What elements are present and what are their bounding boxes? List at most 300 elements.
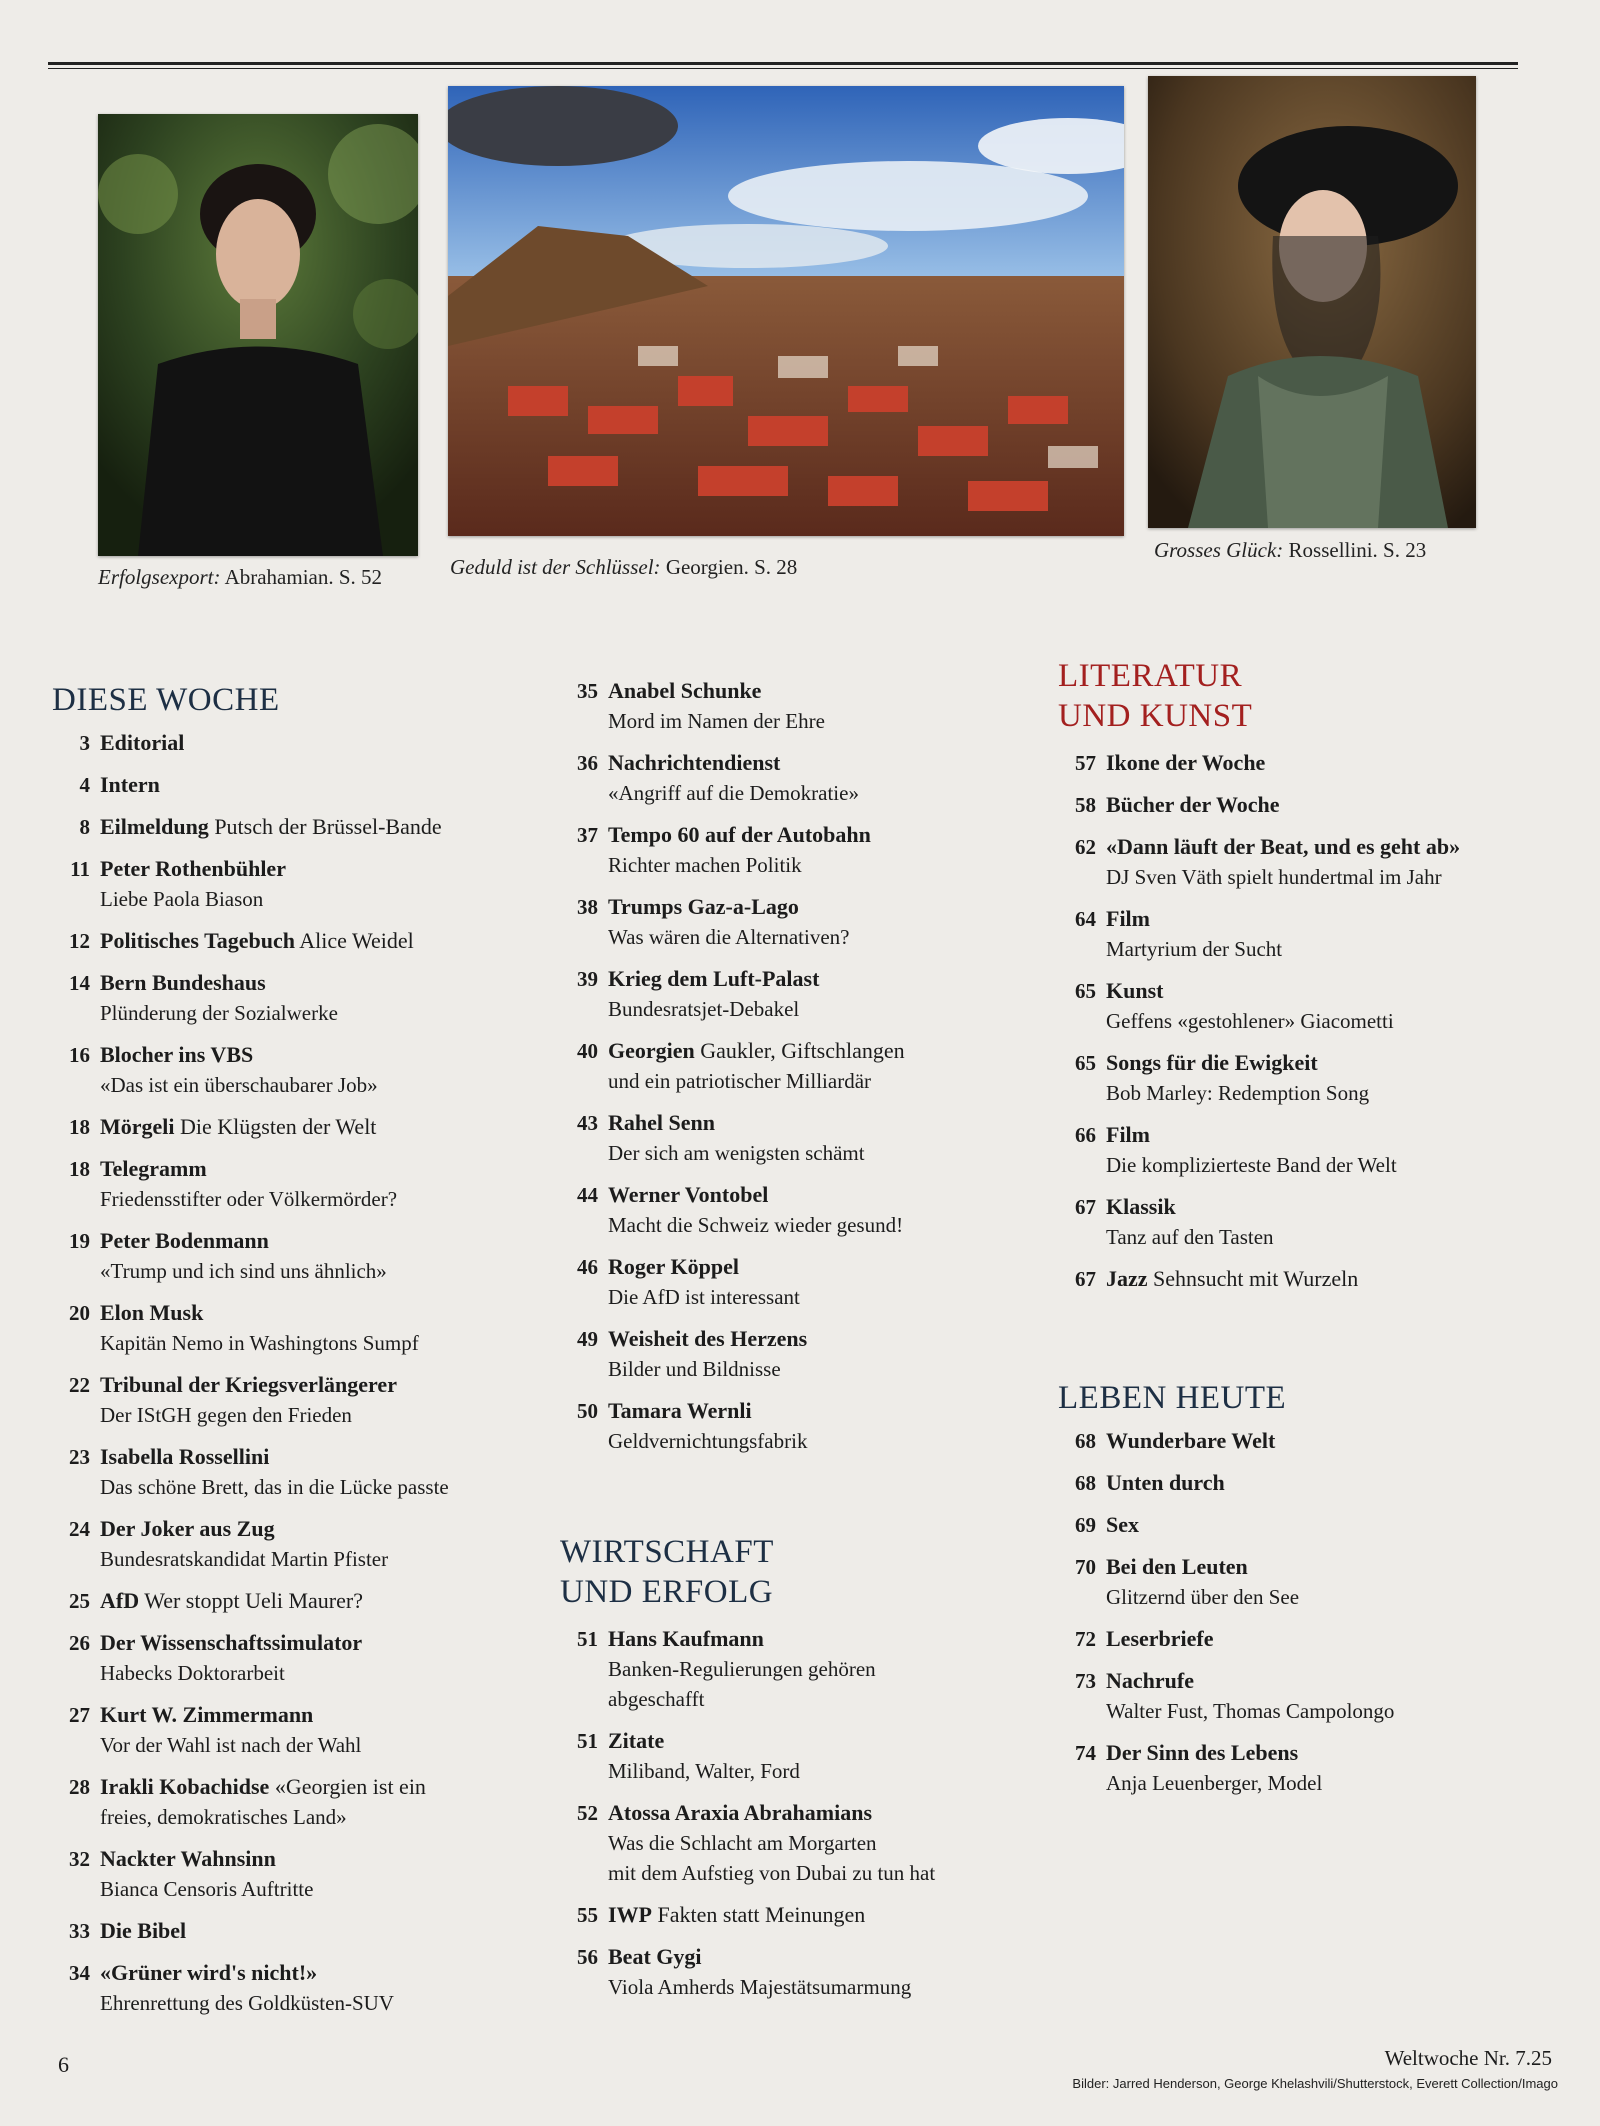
toc-page-number: 64 (1075, 907, 1096, 931)
toc-entry[interactable] (1058, 832, 1578, 892)
toc-subtitle: Was die Schlacht am Morgarten (608, 1831, 877, 1855)
toc-title: Zitate (608, 1728, 665, 1753)
toc-entry[interactable] (1058, 904, 1578, 964)
toc-entry[interactable] (52, 1514, 552, 1574)
toc-title: Bei den Leuten (1106, 1554, 1248, 1579)
toc-page-number: 33 (69, 1919, 90, 1943)
toc-entry[interactable] (52, 770, 552, 800)
toc-title-line (1106, 1510, 1578, 1540)
heading-line-2: UND KUNST (1058, 698, 1253, 734)
toc-entry[interactable] (560, 1798, 1060, 1888)
toc-title-line (1106, 832, 1578, 862)
toc-entry[interactable] (560, 676, 1060, 736)
toc-title-line (608, 820, 1060, 850)
toc-page-number: 8 (79, 815, 90, 839)
column-right (1058, 656, 1578, 1810)
toc-entry-text (100, 1154, 552, 1214)
toc-title: Elon Musk (100, 1300, 204, 1325)
toc-entry[interactable] (560, 1108, 1060, 1168)
toc-list-literatur (1058, 748, 1578, 1294)
toc-entry[interactable] (52, 728, 552, 758)
toc-entry[interactable] (1058, 1666, 1578, 1726)
toc-entry[interactable] (52, 1298, 552, 1358)
toc-subtitle: Viola Amherds Majestätsumarmung (608, 1975, 912, 1999)
toc-entry[interactable] (52, 1916, 552, 1946)
toc-title: «Dann läuft der Beat, und es geht ab» (1106, 834, 1461, 859)
toc-entry-text (100, 926, 552, 956)
toc-page-number: 44 (577, 1183, 598, 1207)
toc-entry[interactable] (52, 1844, 552, 1904)
toc-title-line (100, 1628, 552, 1658)
toc-title-line (100, 1844, 552, 1874)
toc-entry[interactable] (1058, 1426, 1578, 1456)
toc-entry-text (608, 748, 1060, 808)
toc-title: Mörgeli (100, 1114, 175, 1139)
toc-title-line (100, 1772, 552, 1802)
toc-title: Nackter Wahnsinn (100, 1846, 276, 1871)
toc-entry-text (100, 1442, 552, 1502)
toc-subtitle: DJ Sven Väth spielt hundertmal im Jahr (1106, 865, 1442, 889)
toc-subtitle: «Angriff auf die Demokratie» (608, 781, 859, 805)
toc-subtitle: Richter machen Politik (608, 853, 802, 877)
toc-page-number: 3 (79, 731, 90, 755)
toc-title-line (100, 1958, 552, 1988)
toc-entry[interactable] (52, 1154, 552, 1214)
toc-subtitle: Die AfD ist interessant (608, 1285, 800, 1309)
toc-title-rest: Sehnsucht mit Wurzeln (1147, 1266, 1359, 1291)
toc-subtitle: Bilder und Bildnisse (608, 1357, 781, 1381)
toc-page-number: 4 (79, 773, 90, 797)
toc-title: Telegramm (100, 1156, 207, 1181)
toc-entry[interactable] (1058, 1192, 1578, 1252)
caption-middle-text: Georgien. S. 28 (660, 555, 798, 579)
toc-entry-text (1106, 1738, 1578, 1798)
toc-page-number: 22 (69, 1373, 90, 1397)
toc-subtitle: Kapitän Nemo in Washingtons Sumpf (100, 1331, 419, 1355)
toc-page-number: 35 (577, 679, 598, 703)
toc-list-middle (560, 676, 1060, 1456)
toc-entry-text (1106, 1468, 1578, 1498)
toc-entry-text (608, 892, 1060, 952)
toc-subtitle: Plünderung der Sozialwerke (100, 1001, 338, 1025)
toc-page-number: 65 (1075, 1051, 1096, 1075)
toc-entry-text (1106, 790, 1578, 820)
toc-entry-text (1106, 976, 1578, 1036)
toc-title: Trumps Gaz-a-Lago (608, 894, 799, 919)
toc-entry-text (100, 1700, 552, 1760)
toc-title-line (1106, 1552, 1578, 1582)
toc-subtitle: Ehrenrettung des Goldküsten-SUV (100, 1991, 394, 2015)
toc-title: Kurt W. Zimmermann (100, 1702, 314, 1727)
toc-entry[interactable] (1058, 1120, 1578, 1180)
toc-title: Editorial (100, 730, 185, 755)
toc-page-number: 46 (577, 1255, 598, 1279)
section-spacer (1058, 1306, 1578, 1378)
toc-title-line (100, 854, 552, 884)
toc-entry[interactable] (560, 964, 1060, 1024)
toc-page-number: 40 (577, 1039, 598, 1063)
toc-subtitle: Bundesratsjet-Debakel (608, 997, 800, 1021)
caption-left (98, 565, 382, 590)
toc-entry-text (608, 1726, 1060, 1786)
caption-left-text: Abrahamian. S. 52 (220, 565, 383, 589)
toc-title-line (608, 1798, 1060, 1828)
toc-entry[interactable] (52, 1112, 552, 1142)
toc-title-line (1106, 1120, 1578, 1150)
toc-entry[interactable] (560, 1036, 1060, 1096)
toc-entry-text (608, 676, 1060, 736)
toc-entry[interactable] (560, 1180, 1060, 1240)
toc-title-line (1106, 790, 1578, 820)
photo-credits: Bilder: Jarred Henderson, George Khelashvili/Shutterstock, Everett Collection/Imago (1072, 2076, 1558, 2091)
toc-title-line (608, 1396, 1060, 1426)
toc-title: Film (1106, 906, 1150, 931)
toc-title-line (100, 1298, 552, 1328)
toc-title-line (608, 676, 1060, 706)
toc-entry[interactable] (560, 1324, 1060, 1384)
toc-entry[interactable] (52, 1226, 552, 1286)
toc-title-rest: Fakten statt Meinungen (652, 1902, 866, 1927)
portrait-photo-abrahamian (98, 114, 418, 556)
toc-title-line (100, 1586, 552, 1616)
toc-entry-text (608, 1324, 1060, 1384)
toc-entry[interactable] (52, 1958, 552, 2018)
toc-title: Hans Kaufmann (608, 1626, 764, 1651)
toc-subtitle: und ein patriotischer Milliardär (608, 1069, 872, 1093)
toc-entry[interactable] (1058, 1552, 1578, 1612)
toc-title: Beat Gygi (608, 1944, 702, 1969)
toc-title: Peter Bodenmann (100, 1228, 269, 1253)
toc-page-number: 50 (577, 1399, 598, 1423)
toc-subtitle: Friedensstifter oder Völkermörder? (100, 1187, 398, 1211)
toc-entry-text (100, 1958, 552, 2018)
toc-page-number: 67 (1075, 1267, 1096, 1291)
toc-subtitle: Der IStGH gegen den Frieden (100, 1403, 352, 1427)
toc-entry-text (1106, 1264, 1578, 1294)
toc-entry-text (100, 1628, 552, 1688)
toc-title-line (608, 748, 1060, 778)
toc-entry-text (100, 770, 552, 800)
toc-entry[interactable] (1058, 748, 1578, 778)
top-rule (48, 62, 1518, 69)
toc-entry-text (608, 1900, 1060, 1930)
toc-title-line (100, 1442, 552, 1472)
toc-entry-text (608, 820, 1060, 880)
toc-entry[interactable] (560, 1726, 1060, 1786)
section-heading-diese-woche: DIESE WOCHE (52, 682, 280, 718)
toc-title: Irakli Kobachidse (100, 1774, 270, 1799)
toc-title: Songs für die Ewigkeit (1106, 1050, 1318, 1075)
toc-title-line (608, 1726, 1060, 1756)
toc-title-line (1106, 1624, 1578, 1654)
toc-title-line (608, 1036, 1060, 1066)
caption-middle-italic: Geduld ist der Schlüssel: (450, 555, 661, 579)
toc-entry-text (100, 968, 552, 1028)
toc-title-line (1106, 1048, 1578, 1078)
column-diese-woche (52, 680, 552, 2030)
toc-page-number: 18 (69, 1157, 90, 1181)
toc-title: Peter Rothenbühler (100, 856, 286, 881)
toc-page-number: 38 (577, 895, 598, 919)
toc-title-line (100, 1370, 552, 1400)
toc-subtitle: Vor der Wahl ist nach der Wahl (100, 1733, 362, 1757)
toc-title: Bern Bundeshaus (100, 970, 266, 995)
toc-subtitle: Martyrium der Sucht (1106, 937, 1283, 961)
toc-title: Der Joker aus Zug (100, 1516, 275, 1541)
toc-subtitle: Bob Marley: Redemption Song (1106, 1081, 1370, 1105)
page-number: 6 (58, 2052, 69, 2077)
caption-right-italic: Grosses Glück: (1154, 538, 1284, 562)
toc-page-number: 65 (1075, 979, 1096, 1003)
toc-title-line (608, 1942, 1060, 1972)
toc-subtitle: Die komplizierteste Band der Welt (1106, 1153, 1397, 1177)
toc-entry-text (608, 1798, 1060, 1888)
toc-title: Leserbriefe (1106, 1626, 1214, 1651)
toc-subtitle: «Das ist ein überschaubarer Job» (100, 1073, 378, 1097)
toc-page-number: 62 (1075, 835, 1096, 859)
toc-subtitle: Tanz auf den Tasten (1106, 1225, 1274, 1249)
toc-title-line (1106, 1426, 1578, 1456)
toc-subtitle: Anja Leuenberger, Model (1106, 1771, 1323, 1795)
toc-subtitle: Miliband, Walter, Ford (608, 1759, 800, 1783)
toc-title-line (1106, 1738, 1578, 1768)
toc-page-number: 26 (69, 1631, 90, 1655)
toc-title-line (1106, 1192, 1578, 1222)
column-middle (560, 676, 1060, 2014)
toc-entry[interactable] (560, 1396, 1060, 1456)
toc-subtitle: Walter Fust, Thomas Campolongo (1106, 1699, 1395, 1723)
toc-entry[interactable] (52, 968, 552, 1028)
toc-page-number: 27 (69, 1703, 90, 1727)
toc-page-number: 32 (69, 1847, 90, 1871)
toc-title: Weisheit des Herzens (608, 1326, 808, 1351)
toc-page-number: 68 (1075, 1471, 1096, 1495)
toc-entry[interactable] (1058, 790, 1578, 820)
toc-entry-text (100, 1514, 552, 1574)
toc-title-rest: «Georgien ist ein (269, 1774, 426, 1799)
toc-title: Klassik (1106, 1194, 1176, 1219)
heading-line-1: LITERATUR (1058, 658, 1243, 694)
toc-title: Atossa Araxia Abrahamians (608, 1800, 873, 1825)
toc-title: Bücher der Woche (1106, 792, 1280, 817)
toc-entry[interactable] (52, 1772, 552, 1832)
toc-subtitle: Mord im Namen der Ehre (608, 709, 825, 733)
caption-middle (450, 555, 797, 580)
toc-title: Politisches Tagebuch (100, 928, 295, 953)
toc-entry-text (100, 1112, 552, 1142)
toc-entry[interactable] (560, 1900, 1060, 1930)
toc-title-rest: Gaukler, Giftschlangen (694, 1038, 905, 1063)
toc-entry-text (608, 1180, 1060, 1240)
toc-subtitle: Macht die Schweiz wieder gesund! (608, 1213, 904, 1237)
toc-title: «Grüner wird's nicht!» (100, 1960, 318, 1985)
toc-title: Tempo 60 auf der Autobahn (608, 822, 871, 847)
toc-entry-text (1106, 1510, 1578, 1540)
toc-title-line (100, 1112, 552, 1142)
toc-entry-text (100, 812, 552, 842)
toc-page-number: 24 (69, 1517, 90, 1541)
toc-entry[interactable] (52, 854, 552, 914)
toc-entry[interactable] (1058, 1510, 1578, 1540)
toc-title-line (100, 770, 552, 800)
toc-subtitle: Geldvernichtungsfabrik (608, 1429, 808, 1453)
toc-title-line (1106, 976, 1578, 1006)
toc-entry-text (608, 1036, 1060, 1096)
toc-title: Die Bibel (100, 1918, 187, 1943)
toc-title-rest: Putsch der Brüssel-Bande (208, 814, 442, 839)
toc-entry-text (608, 1396, 1060, 1456)
toc-entry-text (100, 1370, 552, 1430)
toc-entry[interactable] (52, 1442, 552, 1502)
toc-entry[interactable] (560, 1252, 1060, 1312)
toc-entry[interactable] (52, 1370, 552, 1430)
toc-title: IWP (608, 1902, 652, 1927)
toc-title-line (1106, 748, 1578, 778)
toc-entry[interactable] (560, 892, 1060, 952)
toc-title: Eilmeldung (100, 814, 209, 839)
toc-title: Anabel Schunke (608, 678, 762, 703)
toc-entry-text (1106, 832, 1578, 892)
caption-right (1154, 538, 1426, 563)
toc-entry-text (100, 854, 552, 914)
heading-line-1: WIRTSCHAFT (560, 1534, 774, 1570)
toc-entry[interactable] (52, 1700, 552, 1760)
toc-title: Der Sinn des Lebens (1106, 1740, 1299, 1765)
toc-entry-text (100, 1844, 552, 1904)
toc-page-number: 49 (577, 1327, 598, 1351)
toc-title-line (608, 1900, 1060, 1930)
toc-title-line (100, 1916, 552, 1946)
toc-title-line (1106, 1468, 1578, 1498)
toc-page-number: 66 (1075, 1123, 1096, 1147)
toc-entry-text (1106, 1552, 1578, 1612)
toc-page-number: 67 (1075, 1195, 1096, 1219)
toc-title-line (608, 1252, 1060, 1282)
toc-entry[interactable] (52, 1586, 552, 1616)
toc-title-rest: Wer stoppt Ueli Maurer? (139, 1588, 363, 1613)
toc-entry[interactable] (52, 926, 552, 956)
toc-entry-text (1106, 1666, 1578, 1726)
toc-page-number: 28 (69, 1775, 90, 1799)
issue-label: Weltwoche Nr. 7.25 (1384, 2046, 1552, 2070)
toc-entry[interactable] (1058, 1624, 1578, 1654)
toc-subtitle: Was wären die Alternativen? (608, 925, 850, 949)
toc-entry-text (100, 1298, 552, 1358)
toc-subtitle: Liebe Paola Biason (100, 887, 264, 911)
section-spacer (560, 1468, 1060, 1532)
toc-subtitle: Geffens «gestohlener» Giacometti (1106, 1009, 1394, 1033)
toc-subtitle: Der sich am wenigsten schämt (608, 1141, 865, 1165)
toc-title: Nachrichtendienst (608, 750, 781, 775)
toc-title: Nachrufe (1106, 1668, 1194, 1693)
toc-title-line (1106, 1264, 1578, 1294)
toc-title: Unten durch (1106, 1470, 1225, 1495)
toc-list-diese-woche (52, 728, 552, 2018)
toc-entry-text (100, 1916, 552, 1946)
toc-entry[interactable] (1058, 976, 1578, 1036)
toc-title-line (100, 1226, 552, 1256)
toc-entry[interactable] (560, 1624, 1060, 1714)
toc-entry[interactable] (560, 820, 1060, 880)
toc-page-number: 36 (577, 751, 598, 775)
toc-entry-text (100, 1772, 552, 1832)
toc-entry[interactable] (560, 748, 1060, 808)
toc-subtitle: Glitzernd über den See (1106, 1585, 1300, 1609)
toc-entry-text (100, 1586, 552, 1616)
toc-title: Ikone der Woche (1106, 750, 1266, 775)
toc-page-number: 74 (1075, 1741, 1096, 1765)
toc-title: Blocher ins VBS (100, 1042, 254, 1067)
toc-entry[interactable] (1058, 1738, 1578, 1798)
toc-title: Kunst (1106, 978, 1164, 1003)
toc-page-number: 11 (70, 857, 90, 881)
toc-title-line (1106, 1666, 1578, 1696)
toc-page-number: 69 (1075, 1513, 1096, 1537)
toc-title-line (608, 964, 1060, 994)
toc-page-number: 43 (577, 1111, 598, 1135)
toc-entry[interactable] (52, 812, 552, 842)
toc-title-line (608, 892, 1060, 922)
toc-title: Werner Vontobel (608, 1182, 769, 1207)
toc-page-number: 19 (69, 1229, 90, 1253)
toc-subtitle: abgeschafft (608, 1687, 705, 1711)
toc-entry[interactable] (1058, 1468, 1578, 1498)
toc-title-line (100, 812, 552, 842)
toc-title: Isabella Rossellini (100, 1444, 270, 1469)
toc-page-number: 16 (69, 1043, 90, 1067)
toc-entry[interactable] (52, 1040, 552, 1100)
toc-title-rest: Die Klügsten der Welt (174, 1114, 377, 1139)
caption-right-text: Rossellini. S. 23 (1283, 538, 1427, 562)
toc-title-line (608, 1108, 1060, 1138)
toc-subtitle: Bianca Censoris Auftritte (100, 1877, 314, 1901)
toc-list-wirtschaft (560, 1624, 1060, 2002)
toc-title: Georgien (608, 1038, 695, 1063)
toc-page-number: 51 (577, 1729, 598, 1753)
toc-entry-text (1106, 1624, 1578, 1654)
toc-title-line (100, 1514, 552, 1544)
toc-entry[interactable] (52, 1628, 552, 1688)
toc-title: Sex (1106, 1512, 1139, 1537)
toc-page-number: 20 (69, 1301, 90, 1325)
toc-entry-text (1106, 1192, 1578, 1252)
toc-page-number: 14 (69, 971, 90, 995)
toc-title: Krieg dem Luft-Palast (608, 966, 820, 991)
toc-page-number: 56 (577, 1945, 598, 1969)
toc-subtitle: mit dem Aufstieg von Dubai zu tun hat (608, 1861, 936, 1885)
toc-entry-text (608, 1252, 1060, 1312)
toc-entry-text (100, 728, 552, 758)
toc-title: Roger Köppel (608, 1254, 739, 1279)
toc-entry[interactable] (1058, 1048, 1578, 1108)
toc-page-number: 52 (577, 1801, 598, 1825)
toc-title: Intern (100, 772, 160, 797)
toc-entry-text (1106, 904, 1578, 964)
landscape-photo-tbilisi (448, 86, 1124, 536)
toc-title: Wunderbare Welt (1106, 1428, 1276, 1453)
toc-page-number: 25 (69, 1589, 90, 1613)
toc-page-number: 18 (69, 1115, 90, 1139)
section-heading-wirtschaft (560, 1532, 1060, 1612)
toc-page-number: 68 (1075, 1429, 1096, 1453)
toc-title: AfD (100, 1588, 140, 1613)
toc-entry[interactable] (1058, 1264, 1578, 1294)
toc-subtitle: «Trump und ich sind uns ähnlich» (100, 1259, 387, 1283)
toc-title-line (608, 1324, 1060, 1354)
toc-entry[interactable] (560, 1942, 1060, 2002)
toc-page-number: 72 (1075, 1627, 1096, 1651)
toc-title: Film (1106, 1122, 1150, 1147)
